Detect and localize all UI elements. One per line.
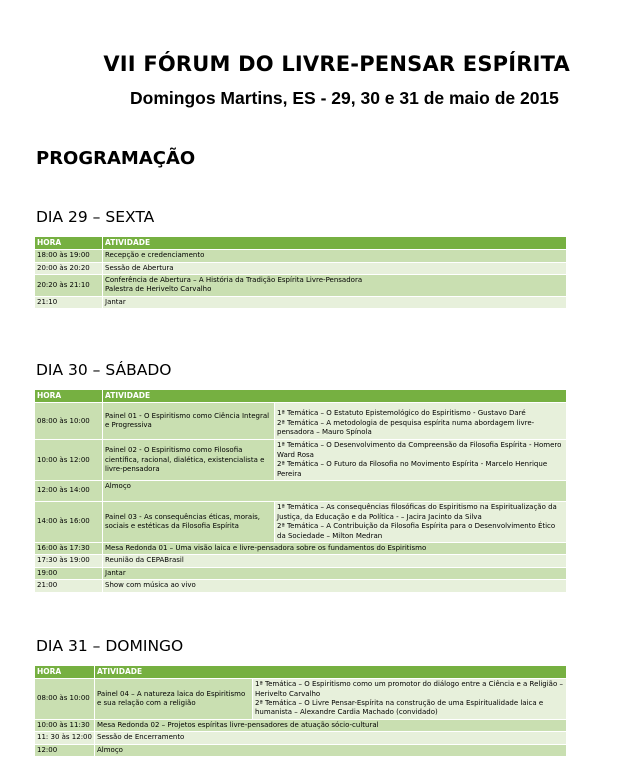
table-row: 16:00 às 17:30 Mesa Redonda 01 – Uma visão laica e livre-pensadora sobre os fundamentos do Espiritismo [35, 542, 567, 554]
col-hora: HORA [35, 237, 103, 250]
table-row: 14:00 às 16:00 Painel 03 - As consequências éticas, morais, sociais e estéticas da Filosofia Espírita 1ª Temática – As consequências filosóficas do Espiritismo na Espiritualização da Justiça, da Educação e da Política - – Jacira Jacinto da Silva 2ª Temática – A Contribuição da Filosofia Espírita para o Desenvolvimento Ético da Sociedade – Milton Medran [35, 502, 567, 543]
table-row: 21:00 Show com música ao vivo [35, 580, 567, 592]
table-row: 17:30 às 19:00 Reunião da CEPABrasil [35, 555, 567, 567]
day-29-table [34, 236, 567, 309]
table-row: 08:00 às 10:00 Painel 01 - O Espiritismo como Ciência Integral e Progressiva 1ª Temática – O Estatuto Epistemológico do Espiritismo - Gustavo Daré 2ª Temática – A metodologia de pesquisa espírita numa abordagem livre-pensadora – Mauro Spínola [35, 403, 567, 440]
table-row: 11: 30 às 12:00 Sessão de Encerramento [35, 732, 567, 744]
table-row: 20:00 às 20:20 Sessão de Abertura [35, 262, 567, 274]
section-heading: PROGRAMAÇÃO [36, 148, 196, 169]
table-row: 12:00 Almoço [35, 744, 567, 756]
table-row: 10:00 às 11:30 Mesa Redonda 02 – Projetos espíritas livre-pensadores de atuação sócio-cultural [35, 719, 567, 731]
table-row: 08:00 às 10:00 Painel 04 – A natureza laica do Espiritismo e sua relação com a religião 1ª Temática – O Espiritismo como um promotor do diálogo entre a Ciência e a Religião – Herivelto Carvalho 2ª Temática – O Livre Pensar-Espírita na construção de uma Espiritualidade laica e humanista – Alexandre Cardia Machado (convidado) [35, 679, 567, 720]
day-30-table: HORA ATIVIDADE 08:00 às 10:00 Painel 01 - O Espiritismo como Ciência Integral e Progressiva 1ª Temática – O Estatuto Epistemológico do Espiritismo - Gustavo Daré 2ª Temática – A metodologia de pesquisa espírita numa abordagem livre-pensadora – Mauro Spínola 10:00 às 12:00 Painel 02 - O Espiritismo como Filosofia científica, racional, dialética, existencialista e livre-pensadora 1ª Temática – O Desenvolvimento da Compreensão da Filosofia Espírita - Homero Ward Rosa 2ª Temática – O Futuro da Filosofia no Movimento Espírita - Marcelo Henrique Pereira 12:00 às 14:00 Almoço 14:00 às 16:00 Painel 03 - As consequências éticas, morais, sociais e estéticas da Filosofia Espírita 1ª Temática – As consequências filosóficas do Espiritismo na Espiritualização da Justiça, da Educação e da Política - – Jacira Jacinto da Silva 2ª Temática – A Contribuição da Filosofia Espírita para o Desenvolvimento Ético da Sociedade – Milton Medran 16:00 às 17:30 Mesa Redonda 01 – Uma visão laica e livre-pensadora sobre os fundamentos do Espiritismo 17:30 às 19:00 Reunião da CEPABrasil 19:00 Jantar 21:00 Show com música ao vivo [34, 389, 567, 593]
table-row: 21:10 Jantar [35, 296, 567, 308]
event-subtitle: Domingos Martins, ES - 29, 30 e 31 de maio de 2015 [130, 88, 559, 108]
table-row: 19:00 Jantar [35, 567, 567, 579]
day-29-heading: DIA 29 – SEXTA [36, 208, 155, 226]
day-30-heading: DIA 30 – SÁBADO [36, 361, 172, 379]
day-31-heading: DIA 31 – DOMINGO [36, 637, 184, 655]
day-31-table: HORA ATIVIDADE 08:00 às 10:00 Painel 04 – A natureza laica do Espiritismo e sua relação com a religião 1ª Temática – O Espiritismo como um promotor do diálogo entre a Ciência e a Religião – Herivelto Carvalho 2ª Temática – O Livre Pensar-Espírita na construção de uma Espiritualidade laica e humanista – Alexandre Cardia Machado (convidado) 10:00 às 11:30 Mesa Redonda 02 – Projetos espíritas livre-pensadores de atuação sócio-cultural 11: 30 às 12:00 Sessão de Encerramento 12:00 Almoço [34, 665, 567, 757]
table-row: 10:00 às 12:00 Painel 02 - O Espiritismo como Filosofia científica, racional, dialética, existencialista e livre-pensadora 1ª Temática – O Desenvolvimento da Compreensão da Filosofia Espírita - Homero Ward Rosa 2ª Temática – O Futuro da Filosofia no Movimento Espírita - Marcelo Henrique Pereira [35, 440, 567, 481]
event-title: VII FÓRUM DO LIVRE-PENSAR ESPÍRITA [103, 52, 570, 76]
table-row: 20:20 às 21:10 Conferência de Abertura – A História da Tradição Espírita Livre-Pensadora Palestra de Herivelto Carvalho [35, 275, 567, 297]
table-row: 12:00 às 14:00 Almoço [35, 481, 567, 502]
table-row: 18:00 às 19:00 Recepção e credenciamento [35, 250, 567, 262]
col-atividade: ATIVIDADE [103, 237, 567, 250]
